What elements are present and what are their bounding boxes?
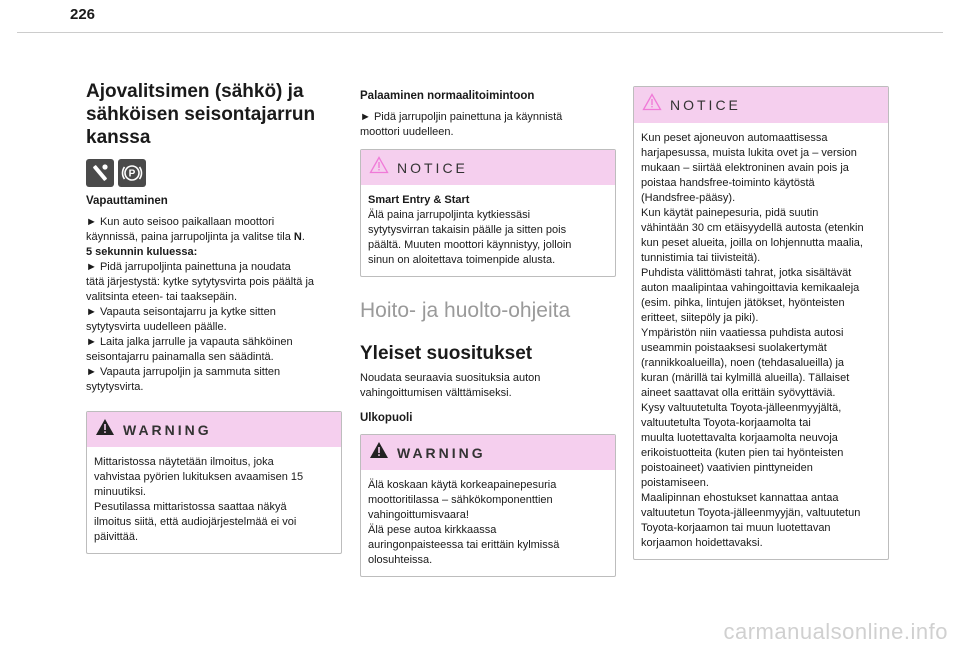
text-line: ilmoitus siitä, että audiojärjestelmää ei voi	[94, 516, 297, 528]
warning-box	[86, 411, 342, 554]
text-line	[86, 230, 342, 245]
text-line: ► Pidä jarrupoljinta painettuna ja noudata	[86, 261, 291, 273]
transmission-icon	[86, 159, 114, 187]
text-line: olosuhteissa.	[368, 554, 433, 566]
text-line: korjaamon hoidettavaksi.	[641, 537, 763, 549]
text-line: valitsinta eteen- tai taaksepäin.	[86, 291, 238, 303]
warning-title: WARNING	[123, 421, 212, 438]
warning-body	[87, 447, 341, 553]
text-line: Noudata seuraavia suosituksia auton	[360, 372, 541, 384]
text-line: erikoistuotteita (kuten pien tai hyönteisten	[641, 447, 844, 459]
warning-box	[360, 434, 616, 577]
text-line: Ympäristön niin vaatiessa puhdista autosi	[641, 327, 844, 339]
text-line: mukaan – siirtää elektroninen avain pois ja	[641, 162, 849, 174]
text-line: Älä koskaan käytä korkeapainepesuria	[368, 479, 557, 491]
text-line: aineet saattavat olla erittäin syövyttäviä.	[641, 387, 836, 399]
subheading-return: Palaaminen normaalitoimintoon	[360, 90, 535, 102]
subheading-outside: Ulkopuoli	[360, 412, 413, 424]
text-line: Kun käytät painepesuria, pidä suutin	[641, 207, 819, 219]
text-line: poistoaineet) vaativien pinttyneiden	[641, 462, 813, 474]
text-line: Maalipinnan ehostukset kannattaa antaa	[641, 492, 839, 504]
text-line: ► Vapauta jarrupoljin ja sammuta sitten	[86, 366, 281, 378]
text-line: moottoritilassa – sähkökomponenttien	[368, 494, 553, 506]
text-line: auton maalipintaa vahingoittavia kemikaaleja	[641, 282, 860, 294]
text-line: Mittaristossa näytetään ilmoitus, joka	[94, 456, 274, 468]
heading-line: Ajovalitsimen (sähkö) ja	[86, 81, 304, 102]
text-line: muulta luotettavalta korjaamolta neuvoja	[641, 432, 838, 444]
text-line: ► Kun auto seisoo paikallaan moottori	[86, 216, 275, 228]
text-line: (rannikkoalueilla), noen (tehdasalueilla) ja	[641, 357, 845, 369]
column-2	[360, 90, 616, 577]
text-line: Kun peset ajoneuvon automaattisessa	[641, 132, 828, 144]
heading-line: sähköisen seisontajarrun	[86, 104, 316, 125]
text-line: sytytysvirta uudelleen päälle.	[86, 321, 227, 333]
text-line-bold: 5 sekunnin kuluessa:	[86, 246, 198, 258]
notice-header	[361, 150, 615, 185]
text-line: ► Laita jalka jarrulle ja vapauta sähköinen	[86, 336, 293, 348]
column-1	[86, 80, 342, 554]
release-steps	[86, 215, 342, 395]
text-line: Pesutilassa mittaristossa saattaa näkyä	[94, 501, 287, 513]
subsection-heading: Yleiset suositukset	[360, 343, 533, 364]
text-line: tätä järjestystä: kytke sytytysvirta pois päältä ja	[86, 276, 315, 288]
text-span: käynnissä, paina jarrupoljinta ja valitse tila	[86, 231, 291, 243]
text-line: ► Vapauta seisontajarru ja kytke sitten	[86, 306, 276, 318]
watermark: carmanualsonline.info	[723, 619, 948, 644]
notice-icon	[642, 93, 662, 116]
svg-text:P: P	[128, 168, 136, 180]
warning-header	[361, 435, 615, 470]
notice-box	[360, 149, 616, 277]
notice-body	[361, 185, 615, 276]
parking-brake-icon	[118, 159, 146, 187]
text-line: seisontajarru painamalla sen säädintä.	[86, 351, 274, 363]
text-span: .	[301, 231, 305, 243]
warning-body	[361, 470, 615, 576]
text-line: sinun on aloitettava toimenpide alusta.	[368, 254, 556, 266]
text-line: (esim. pihka, lintujen jätökset, hyönteisten	[641, 297, 845, 309]
text-line: poistaa handsfree-toiminto käytöstä	[641, 177, 815, 189]
warning-icon	[369, 441, 389, 464]
text-line-bold: Smart Entry & Start	[368, 194, 470, 206]
notice-body	[634, 123, 888, 559]
text-line: vahingoittumisen välttämiseksi.	[360, 387, 512, 399]
text-line: (Handsfree-pääsy).	[641, 192, 736, 204]
heading-line: kanssa	[86, 127, 151, 148]
text-line: tunnistimia tai tiivisteitä).	[641, 252, 761, 264]
text-line: Toyota-korjaamon tai muun luotettavan	[641, 522, 831, 534]
text-line: sytytysvirta.	[86, 381, 144, 393]
warning-header	[87, 412, 341, 447]
text-line: Kysy valtuutetulta Toyota-jälleenmyyjältä,	[641, 402, 842, 414]
text-line: vähintään 30 cm etäisyydellä autosta (etenkin	[641, 222, 864, 234]
text-line: vahingoittumisvaara!	[368, 509, 469, 521]
return-steps	[360, 110, 616, 140]
warning-title: WARNING	[397, 444, 486, 461]
page-number: 226	[70, 6, 96, 23]
text-line: kuran (märillä tai kylmillä alueilla). Tällaiset	[641, 372, 850, 384]
text-line: sytytysvirran takaisin päälle ja sitten pois	[368, 224, 567, 236]
subheading-release: Vapauttaminen	[86, 195, 168, 207]
text-line: Älä paina jarrupoljinta kytkiessäsi	[368, 209, 531, 221]
notice-box	[633, 86, 889, 560]
text-line: ► Pidä jarrupoljin painettuna ja käynnistä	[360, 111, 563, 123]
text-line: poistamiseen.	[641, 477, 709, 489]
mode-label: N	[293, 231, 302, 243]
text-line: Älä pese autoa kirkkaassa	[368, 524, 497, 536]
notice-header	[634, 87, 888, 123]
text-line: moottori uudelleen.	[360, 126, 454, 138]
notice-title: NOTICE	[397, 159, 468, 176]
column-3	[633, 86, 889, 560]
text-line: valtuutetun Toyota-jälleenmyyjän, valtuutetun	[641, 507, 861, 519]
warning-icon	[95, 418, 115, 441]
text-line: harjapesussa, muista lukita ovet ja – version	[641, 147, 857, 159]
section-heading	[86, 80, 342, 149]
text-line: valtuutetulta Toyota-korjaamolta tai	[641, 417, 811, 429]
text-line: päältä. Muuten moottori käynnistyy, jolloin	[368, 239, 572, 251]
section-title: Hoito- ja huolto-ohjeita	[360, 299, 571, 322]
text-line: eritteet, siitepöly ja piki).	[641, 312, 759, 324]
icon-row	[86, 159, 342, 187]
text-line: vahvistaa pyörien lukituksen avaamisen 15	[94, 471, 304, 483]
text-line: minuutiksi.	[94, 486, 146, 498]
intro-text	[360, 371, 616, 401]
text-line: auringonpaisteessa tai erittäin kylmissä	[368, 539, 560, 551]
text-line: kun peset alueita, joilla on lohjennutta maalia,	[641, 237, 863, 249]
text-line: Puhdista välittömästi tahrat, jotka sisältävät	[641, 267, 852, 279]
text-line: päivittää.	[94, 531, 139, 543]
notice-icon	[369, 156, 389, 179]
top-divider	[17, 32, 943, 33]
notice-title: NOTICE	[670, 96, 741, 113]
text-line: useammin poistaaksesi suolakertymät	[641, 342, 827, 354]
